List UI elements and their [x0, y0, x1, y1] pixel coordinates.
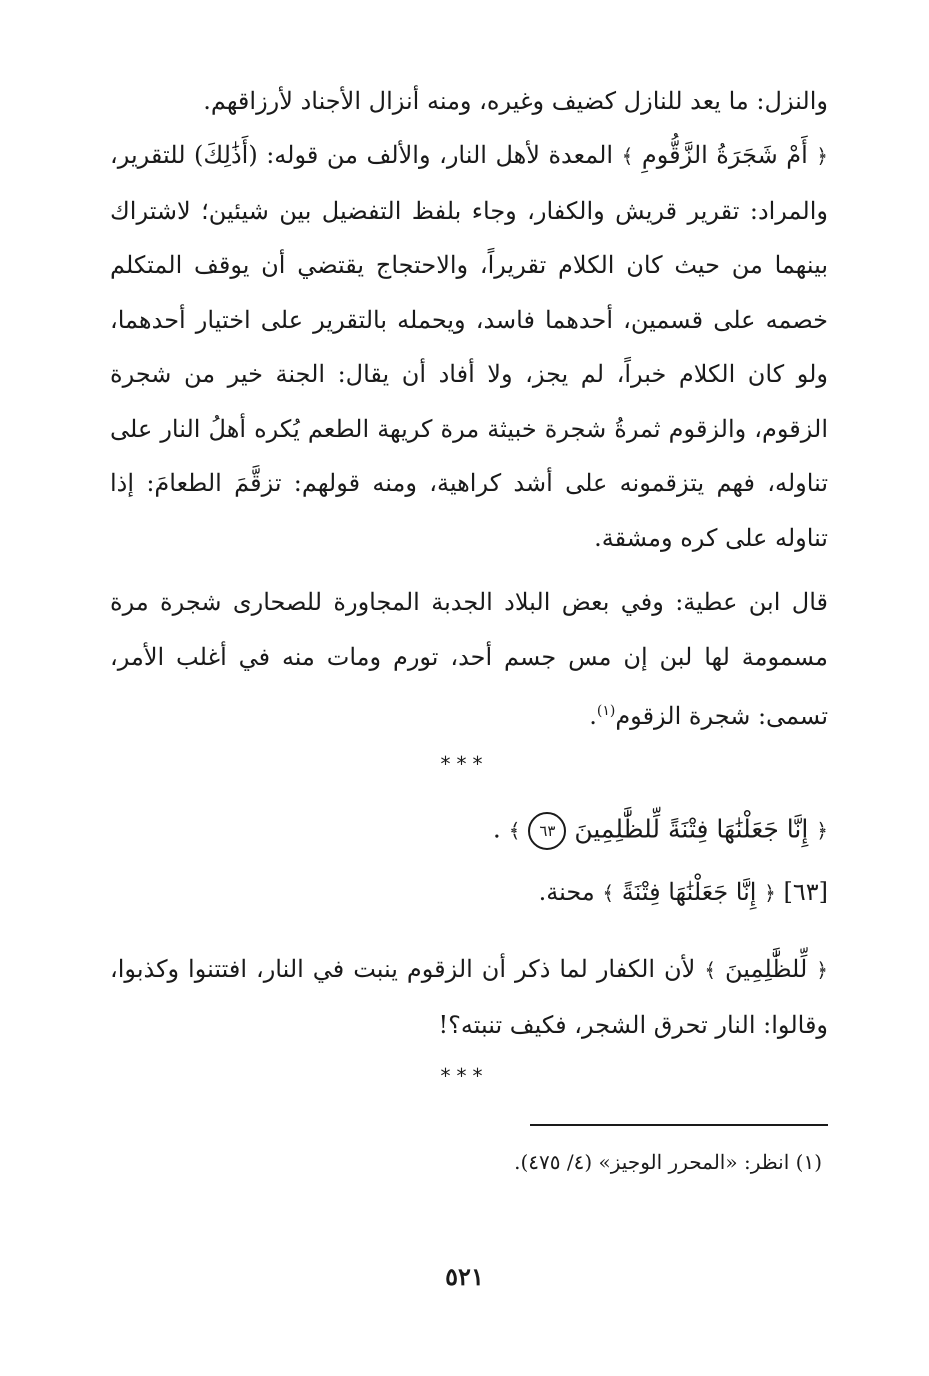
ayah-number-badge: ٦٣: [528, 812, 566, 850]
quran-quote: لِّلظَّٰلِمِينَ: [725, 955, 808, 983]
paragraph-text: والنزل: ما يعد للنازل كضيف وغيره، ومنه أنزال الأجناد لأرزاقهم.: [203, 87, 828, 115]
quran-bracket-close: ﴾: [621, 144, 634, 168]
footnote-divider: [530, 1124, 828, 1126]
paragraph-end: .: [589, 702, 597, 730]
quran-quote: إِنَّا جَعَلْنَٰهَا فِتْنَةً: [621, 878, 757, 906]
quran-bracket-open: ﴿: [816, 818, 828, 843]
paragraph-text: لأن الكفار لما ذكر أن الزقوم ينبت في النار، افتتنوا وكذبوا، وقالوا: النار تحرق الشجر، فكيف تنبته؟!: [110, 955, 828, 1039]
verse-explanation-line: [539, 878, 828, 906]
quran-bracket-open: ﴿: [764, 881, 776, 905]
paragraph-zaqqum-tafsir: [110, 128, 828, 565]
paragraph-ibn-atiyya: [110, 575, 828, 744]
verse-explanation-text: محنة.: [538, 878, 595, 906]
footnote-marker: (١): [795, 1150, 822, 1174]
quran-bracket-open: ﴿: [816, 144, 828, 168]
quran-bracket-close: ﴾: [602, 881, 615, 905]
quran-quote: أَمْ شَجَرَةُ الزَّقُّومِ: [641, 141, 808, 169]
ayah-end: .: [492, 814, 501, 844]
quran-bracket-close: ﴾: [704, 958, 717, 982]
page-number: ٥٢١: [445, 1262, 484, 1291]
section-separator: ***: [440, 752, 489, 776]
section-separator: ***: [440, 1064, 489, 1088]
verse-number-label: [٦٣]: [783, 878, 828, 906]
ayah-text: إِنَّا جَعَلْنَٰهَا فِتْنَةً لِّلظَّٰلِمِينَ: [574, 814, 809, 844]
quran-bracket-close: ﴾: [508, 818, 521, 843]
paragraph-text: قال ابن عطية: وفي بعض البلاد الجدبة المجاورة للصحارى شجرة مرة مسمومة لها لبن إن مس جسم أحد، تورم ومات منه في أغلب الأمر، تسمى: شجرة الزقوم: [110, 588, 828, 730]
paragraph-zalimin: [110, 942, 828, 1052]
footnote: [514, 1150, 822, 1174]
footnote-reference[interactable]: (١): [596, 703, 616, 719]
paragraph-text: المعدة لأهل النار، والألف من قوله: (أَذَٰلِكَ) للتقرير، والمراد: تقرير قريش والكفار، وجاء بلفظ التفضيل بين شيئين؛ لاشتراك بينهما من حيث كان الكلام تقريراً، والاحتجاج يقتضي أن يوقف المتكلم خصمه على قسمين، أحدهما فاسد، ويحمله بالتقرير على اختيار أحدهما، ولو كان الكلام خبراً، لم يجز، ولا أفاد أن يقال: الجنة خير من شجرة الزقوم، والزقوم ثمرةُ شجرة خبيثة مرة كريهة الطعم يُكره أهلُ النار على تناوله، فهم يتزقمونه على أشد كراهية، ومنه قولهم: تزقَّمَ الطعامَ: إذا تناوله على كره ومشقة.: [110, 141, 828, 552]
quran-bracket-open: ﴿: [816, 958, 828, 982]
ayah-heading: [493, 812, 828, 850]
footnote-text: انظر: «المحرر الوجيز» (٤/ ٤٧٥).: [514, 1150, 790, 1174]
paragraph-nuzul: [110, 74, 828, 129]
